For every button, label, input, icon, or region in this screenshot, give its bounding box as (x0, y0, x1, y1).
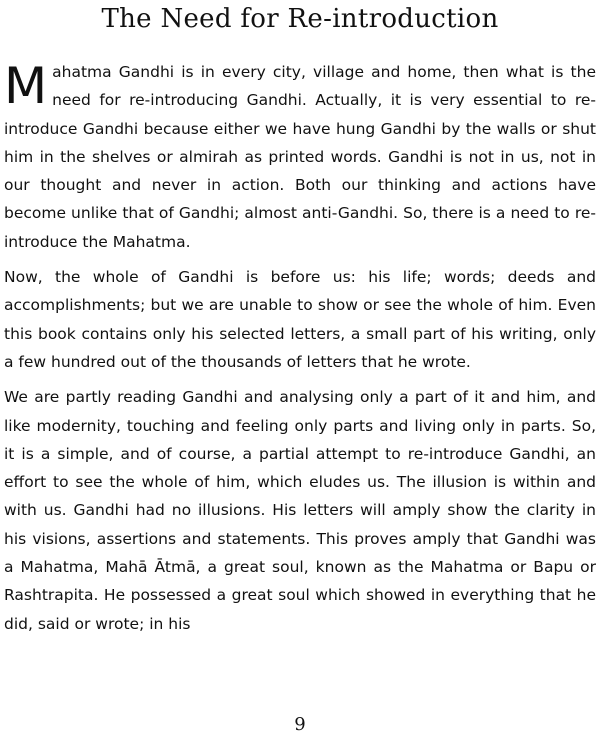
page-title: The Need for Re-introduction (101, 4, 499, 34)
drop-cap: M (4, 57, 48, 115)
paragraph-3: We are partly reading Gandhi and analysing only a part of it and him, and like modernity, touching and feeling only parts and living only in parts. So, it is a simple, and of course, a partial attempt to re-introduce Gandhi, an effort to see the whole of him, which eludes us. The illusion is within and with us. Gandhi had no illusions. His letters will amply show the clarity in his visions, assertions and statements. This proves amply that Gandhi was a Mahatma, Mahā Ātmā, a great soul, known as the Mahatma or Bapu or Rashtrapita. He possessed a great soul which showed in everything that he did, said or wrote; in his (4, 388, 596, 633)
paragraph-1-text: ahatma Gandhi is in every city, village and home, then what is the need for re-introducing Gandhi. Actually, it is very essential to re-introduce Gandhi because either we have hung Gandhi by the walls or shut him in the shelves or almirah as printed words. Gandhi is not in us, not in our thought and never in action. Both our thinking and actions have become unlike that of Gandhi; almost anti-Gandhi. So, there is a need to re-introduce the Mahatma. (4, 63, 596, 251)
body-text (4, 58, 596, 645)
page-number: 9 (294, 714, 306, 735)
paragraph-1 (4, 58, 596, 256)
paragraph-2: Now, the whole of Gandhi is before us: his life; words; deeds and accomplishments; but we are unable to show or see the whole of him. Even this book contains only his selected letters, a small part of his writing, only a few hundred out of the thousands of letters that he wrote. (4, 268, 596, 371)
